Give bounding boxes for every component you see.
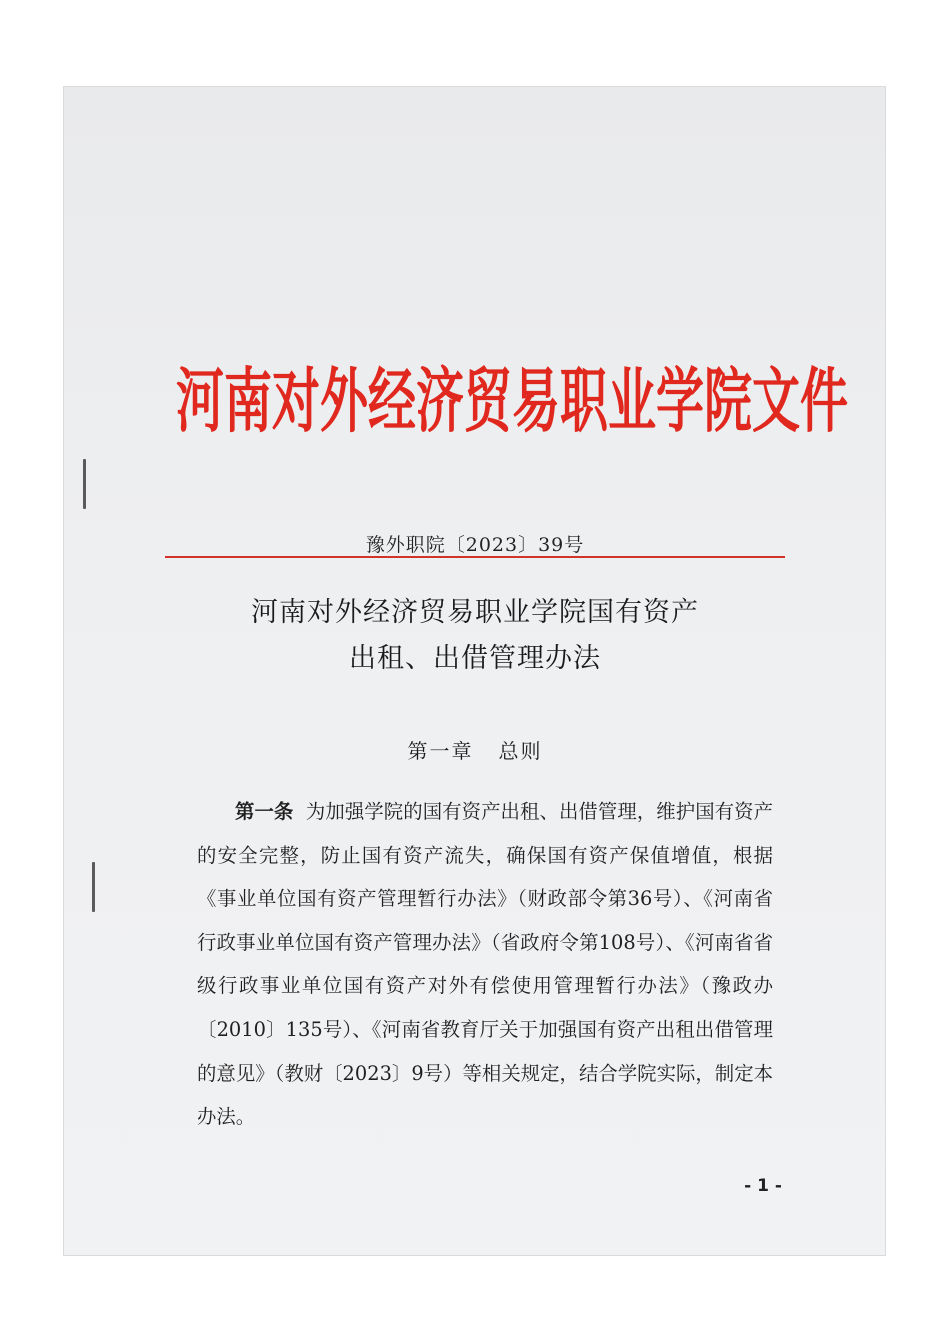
organization-header-title: 河南对外经济贸易职业学院文件 bbox=[176, 361, 849, 443]
document-title-line-1: 河南对外经济贸易职业学院国有资产 bbox=[251, 597, 699, 628]
article-1-text: 为加强学院的国有资产出租、出借管理，维护国有资产的安全完整，防止国有资产流失，确保国有资产保值增值，根据《事业单位国有资产管理暂行办法》（财政部令第36号）、《河南省行政事业单位国有资产管理办法》（省政府令第108号）、《河南省省级行政事业单位国有资产对外有偿使用管理暂行办法》（豫政办〔2010〕135号）、《河南省教育厅关于加强国有资产出租出借管理的意见》（教财〔2023〕9号）等相关规定，结合学院实际，制定本办法。 bbox=[197, 800, 774, 1129]
red-divider-line bbox=[165, 556, 785, 558]
document-title bbox=[130, 590, 820, 682]
staple-mark-top bbox=[83, 459, 86, 509]
article-1-paragraph bbox=[197, 790, 773, 1139]
document-number: 豫外职院〔2023〕39号 bbox=[365, 534, 585, 556]
page-number: - 1 - bbox=[744, 1176, 782, 1196]
article-1-label: 第一条 bbox=[235, 800, 294, 823]
document-title-line-2: 出租、出借管理办法 bbox=[349, 643, 601, 674]
staple-mark-bottom bbox=[92, 862, 95, 912]
chapter-heading: 第一章 总则 bbox=[407, 739, 543, 763]
